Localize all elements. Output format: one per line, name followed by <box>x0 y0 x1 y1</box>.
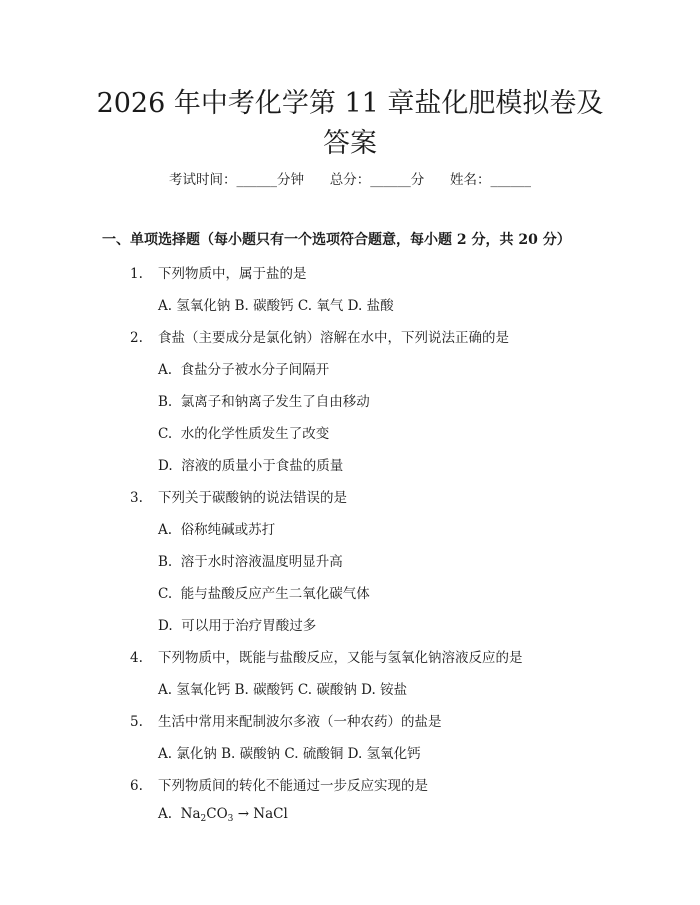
section-heading-single-choice: 一、单项选择题（每小题只有一个选项符合题意，每小题 2 分，共 20 分） <box>102 232 571 248</box>
question-5 <box>130 710 442 730</box>
question-2-option-b: B. 氯离子和钠离子发生了自由移动 <box>158 394 370 410</box>
question-stem: 下列物质中，既能与盐酸反应，又能与氢氧化钠溶液反应的是 <box>158 650 523 666</box>
formula-subscript: 3 <box>227 814 234 824</box>
question-number: 1. <box>130 266 143 282</box>
document-title: 2026 年中考化学第 11 章盐化肥模拟卷及答案 <box>96 88 604 159</box>
question-3-option-b: B. 溶于水时溶液温度明显升高 <box>158 554 343 570</box>
question-4 <box>130 646 523 666</box>
question-1-options: A. 氢氧化钠 B. 碳酸钙 C. 氧气 D. 盐酸 <box>158 298 394 314</box>
formula-na2co3 <box>181 806 234 822</box>
question-3 <box>130 486 347 506</box>
question-4-options: A. 氢氧化钙 B. 碳酸钙 C. 碳酸钠 D. 铵盐 <box>158 682 408 698</box>
question-stem: 食盐（主要成分是氯化钠）溶解在水中，下列说法正确的是 <box>158 330 509 346</box>
question-stem: 下列物质中，属于盐的是 <box>158 266 307 282</box>
arrow-icon: → <box>237 806 249 822</box>
question-number: 6. <box>130 778 143 794</box>
formula-subscript: 2 <box>200 814 207 824</box>
question-3-option-c: C. 能与盐酸反应产生二氧化碳气体 <box>158 586 370 602</box>
exam-meta-line: 考试时间：______分钟 总分：______分 姓名：______ <box>169 172 531 188</box>
question-number: 3. <box>130 490 143 506</box>
question-2 <box>130 326 509 346</box>
question-stem: 下列物质间的转化不能通过一步反应实现的是 <box>158 778 428 794</box>
formula-part: CO <box>206 806 228 822</box>
option-label: A. <box>158 806 173 822</box>
question-stem: 下列关于碳酸钠的说法错误的是 <box>158 490 347 506</box>
question-number: 4. <box>130 650 143 666</box>
question-stem: 生活中常用来配制波尔多液（一种农药）的盐是 <box>158 714 442 730</box>
question-number: 5. <box>130 714 143 730</box>
question-6 <box>130 774 428 794</box>
formula-part: Na <box>180 806 201 822</box>
question-1 <box>130 262 307 282</box>
formula-nacl: NaCl <box>253 806 288 822</box>
question-2-option-d: D. 溶液的质量小于食盐的质量 <box>158 458 344 474</box>
question-2-option-a: A. 食盐分子被水分子间隔开 <box>158 362 330 378</box>
question-number: 2. <box>130 330 143 346</box>
question-5-options: A. 氯化钠 B. 碳酸钠 C. 硫酸铜 D. 氢氧化钙 <box>158 746 421 762</box>
question-3-option-d: D. 可以用于治疗胃酸过多 <box>158 618 317 634</box>
question-3-option-a: A. 俗称纯碱或苏打 <box>158 522 276 538</box>
question-2-option-c: C. 水的化学性质发生了改变 <box>158 426 330 442</box>
question-6-option-a <box>158 806 288 824</box>
